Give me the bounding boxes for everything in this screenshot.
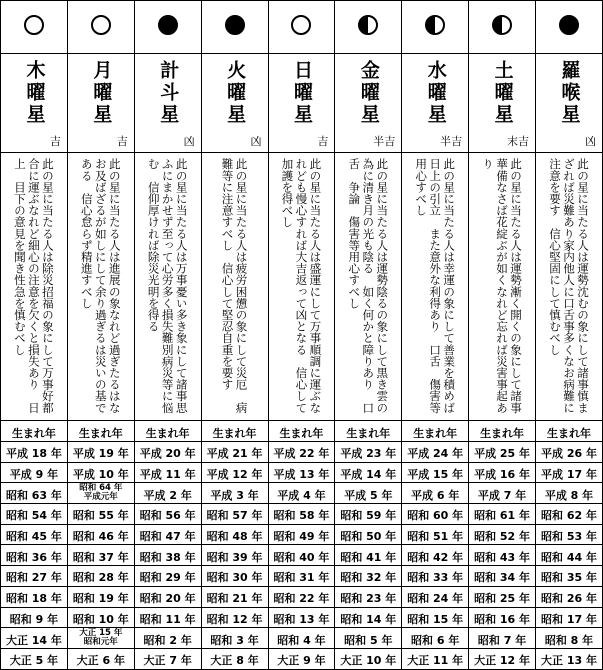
year-value: 平成 4 年 bbox=[277, 488, 326, 502]
year-value: 昭和 54 年 bbox=[5, 509, 62, 523]
year-value: 昭和 35 年 bbox=[541, 571, 597, 585]
description-cell bbox=[335, 153, 402, 421]
fortune-description: 此の星に当たる人は除災招福の象にして万事好都合に運ぶなれど細心の注意を欠くと損失あり 日上 目下の意見を聞き性急を慎むべし bbox=[12, 158, 55, 414]
birth-year-label: 生まれ年 bbox=[547, 426, 591, 440]
year-cell bbox=[402, 545, 469, 566]
year-value: 平成 14 年 bbox=[340, 468, 397, 482]
year-cell bbox=[402, 462, 469, 483]
birth-year-header bbox=[469, 421, 536, 442]
year-cell bbox=[536, 648, 603, 669]
star-name-cell bbox=[536, 54, 603, 153]
year-value: 平成 17 年 bbox=[541, 468, 597, 482]
year-value: 昭和 21 年 bbox=[206, 592, 263, 606]
half-circle-icon bbox=[358, 15, 378, 35]
year-cell bbox=[134, 648, 201, 669]
symbol-cell bbox=[67, 1, 134, 54]
year-value: 平成 8 年 bbox=[544, 488, 594, 502]
year-cell bbox=[201, 628, 268, 649]
full-circle-icon bbox=[158, 15, 178, 35]
year-value: 昭和 16 年 bbox=[474, 612, 531, 626]
year-cell bbox=[201, 545, 268, 566]
year-value: 昭和 61 年 bbox=[474, 509, 531, 523]
year-cell bbox=[335, 607, 402, 628]
year-cell bbox=[469, 566, 536, 587]
year-cell bbox=[536, 504, 603, 525]
year-cell bbox=[536, 442, 603, 463]
year-value: 昭和 13 年 bbox=[273, 612, 330, 626]
year-value: 昭和 56 年 bbox=[139, 509, 196, 523]
year-value: 昭和 2 年 bbox=[143, 633, 192, 647]
star-name-cell bbox=[469, 54, 536, 153]
description-cell bbox=[201, 153, 268, 421]
fortune-label: 凶 bbox=[585, 135, 596, 148]
star-name: 火曜星 bbox=[224, 60, 247, 126]
year-value: 平成 6 年 bbox=[411, 488, 460, 502]
year-value: 昭和 20 年 bbox=[139, 592, 196, 606]
year-value: 昭和 18 年 bbox=[5, 592, 62, 606]
year-value: 昭和 41 年 bbox=[340, 550, 397, 564]
year-value: 昭和 34 年 bbox=[474, 571, 531, 585]
fortune-label: 吉 bbox=[49, 135, 61, 148]
year-value: 平成 12 年 bbox=[206, 468, 263, 482]
year-cell bbox=[268, 628, 335, 649]
year-value: 昭和 22 年 bbox=[273, 592, 330, 606]
year-cell bbox=[67, 628, 134, 649]
year-cell bbox=[268, 607, 335, 628]
fortune-description: 此の星に当たる人は疲労困憊の象にして災厄 病難等に注意すべし 信心して堅忍自重を要す bbox=[220, 158, 249, 414]
year-row bbox=[1, 648, 603, 669]
year-value: 昭和 9 年 bbox=[9, 612, 59, 626]
year-cell bbox=[201, 524, 268, 545]
star-name: 月曜星 bbox=[90, 60, 113, 126]
year-value: 昭和 45 年 bbox=[5, 530, 62, 544]
year-value: 平成 19 年 bbox=[72, 447, 129, 461]
year-cell bbox=[268, 442, 335, 463]
year-cell bbox=[469, 607, 536, 628]
year-cell bbox=[134, 607, 201, 628]
year-cell bbox=[536, 545, 603, 566]
year-value: 平成 5 年 bbox=[344, 488, 393, 502]
fortune-description: 此の星に当たる人は万事憂い多き象にして諸事思ふにまかせず至って心労多く損失難別病災等に悩む 信仰厚ければ除災光明を得る bbox=[146, 158, 189, 414]
birth-year-header bbox=[536, 421, 603, 442]
year-cell bbox=[67, 545, 134, 566]
year-cell bbox=[536, 586, 603, 607]
year-cell bbox=[335, 462, 402, 483]
year-value: 昭和 64 年 bbox=[79, 483, 123, 494]
year-value: 平成 21 年 bbox=[206, 447, 263, 461]
description-cell bbox=[536, 153, 603, 421]
star-name: 日曜星 bbox=[290, 60, 313, 126]
birth-year-label: 生まれ年 bbox=[346, 426, 391, 440]
year-cell bbox=[268, 524, 335, 545]
year-row bbox=[1, 545, 603, 566]
year-value: 平成 18 年 bbox=[5, 447, 62, 461]
year-cell bbox=[536, 628, 603, 649]
year-cell bbox=[469, 648, 536, 669]
year-value: 大正 8 年 bbox=[210, 654, 259, 668]
year-cell bbox=[67, 524, 134, 545]
birth-year-label: 生まれ年 bbox=[413, 426, 458, 440]
year-value: 昭和 15 年 bbox=[407, 612, 464, 626]
year-cell bbox=[1, 648, 68, 669]
birth-year-header bbox=[134, 421, 201, 442]
year-cell bbox=[402, 524, 469, 545]
empty-circle-icon bbox=[291, 15, 311, 35]
year-cell bbox=[201, 586, 268, 607]
year-cell bbox=[536, 566, 603, 587]
year-value: 昭和 55 年 bbox=[72, 509, 129, 523]
year-cell bbox=[134, 524, 201, 545]
year-value: 昭和 51 年 bbox=[407, 530, 464, 544]
year-value: 昭和 49 年 bbox=[273, 530, 330, 544]
year-cell bbox=[335, 483, 402, 504]
fortune-label: 吉 bbox=[116, 135, 128, 148]
year-value: 大正 15 年 bbox=[79, 628, 123, 639]
star-name-cell bbox=[67, 54, 134, 153]
year-row bbox=[1, 607, 603, 628]
year-cell bbox=[268, 586, 335, 607]
year-value: 昭和 25 年 bbox=[474, 592, 531, 606]
birth-year-header bbox=[402, 421, 469, 442]
year-cell bbox=[335, 524, 402, 545]
year-value: 平成 2 年 bbox=[143, 488, 192, 502]
year-cell bbox=[1, 628, 68, 649]
birth-year-label: 生まれ年 bbox=[480, 426, 525, 440]
year-row bbox=[1, 504, 603, 525]
star-name: 羅喉星 bbox=[558, 60, 581, 126]
star-name: 金曜星 bbox=[357, 60, 380, 126]
year-cell bbox=[536, 524, 603, 545]
description-cell bbox=[1, 153, 68, 421]
year-cell bbox=[469, 462, 536, 483]
fortune-label: 末吉 bbox=[507, 135, 529, 148]
year-cell bbox=[402, 483, 469, 504]
year-cell bbox=[1, 545, 68, 566]
year-value: 昭和 36 年 bbox=[5, 550, 62, 564]
year-row bbox=[1, 442, 603, 463]
year-value: 昭和 11 年 bbox=[139, 612, 196, 626]
year-row bbox=[1, 586, 603, 607]
year-value: 昭和 40 年 bbox=[273, 550, 330, 564]
year-cell bbox=[469, 524, 536, 545]
year-cell bbox=[67, 586, 134, 607]
year-value: 平成 13 年 bbox=[273, 468, 330, 482]
empty-circle-icon bbox=[91, 15, 111, 35]
description-cell bbox=[402, 153, 469, 421]
year-cell bbox=[1, 607, 68, 628]
full-circle-icon bbox=[225, 15, 245, 35]
year-value: 昭和 30 年 bbox=[206, 571, 263, 585]
year-cell bbox=[469, 483, 536, 504]
year-value: 昭和 6 年 bbox=[411, 633, 460, 647]
fortune-label: 凶 bbox=[250, 135, 262, 148]
year-cell bbox=[201, 442, 268, 463]
year-cell bbox=[134, 483, 201, 504]
year-cell bbox=[268, 483, 335, 504]
year-cell bbox=[201, 462, 268, 483]
description-cell bbox=[67, 153, 134, 421]
year-cell bbox=[469, 504, 536, 525]
year-value: 平成 26 年 bbox=[541, 447, 597, 461]
year-value: 平成 9 年 bbox=[9, 468, 59, 482]
year-cell bbox=[402, 442, 469, 463]
year-cell bbox=[67, 566, 134, 587]
year-value: 昭和 4 年 bbox=[277, 633, 326, 647]
birth-year-header bbox=[1, 421, 68, 442]
year-cell bbox=[335, 566, 402, 587]
year-cell bbox=[134, 442, 201, 463]
year-value: 昭和 52 年 bbox=[474, 530, 531, 544]
year-cell bbox=[134, 545, 201, 566]
symbol-cell bbox=[134, 1, 201, 54]
year-value: 平成 20 年 bbox=[139, 447, 196, 461]
year-cell bbox=[1, 524, 68, 545]
year-cell bbox=[134, 462, 201, 483]
year-value: 昭和 27 年 bbox=[5, 571, 62, 585]
year-cell bbox=[536, 483, 603, 504]
year-cell bbox=[335, 628, 402, 649]
symbol-cell bbox=[268, 1, 335, 54]
year-value: 昭和 50 年 bbox=[340, 530, 397, 544]
year-value: 大正 7 年 bbox=[143, 654, 192, 668]
star-name: 水曜星 bbox=[424, 60, 447, 126]
year-cell bbox=[134, 586, 201, 607]
year-cell bbox=[1, 462, 68, 483]
year-value: 平成 24 年 bbox=[407, 447, 464, 461]
year-cell bbox=[402, 648, 469, 669]
year-value: 昭和 28 年 bbox=[72, 571, 129, 585]
year-cell bbox=[268, 462, 335, 483]
year-value: 大正 14 年 bbox=[5, 633, 62, 647]
symbol-cell bbox=[469, 1, 536, 54]
year-value: 大正 5 年 bbox=[9, 654, 59, 668]
year-value: 昭和 59 年 bbox=[340, 509, 397, 523]
star-name-cell bbox=[1, 54, 68, 153]
fortune-label: 半吉 bbox=[373, 135, 396, 148]
fortune-label: 凶 bbox=[183, 135, 195, 148]
year-value: 昭和 48 年 bbox=[206, 530, 263, 544]
year-cell bbox=[67, 648, 134, 669]
description-cell bbox=[134, 153, 201, 421]
symbol-cell bbox=[201, 1, 268, 54]
year-value: 昭和 7 年 bbox=[477, 633, 527, 647]
fortune-description: 此の星に当たる人は運勢漸く開くの象にして諸事華備なさば花綻ぶが如くなれど忘れば災害事起あり bbox=[481, 158, 524, 414]
year-cell bbox=[402, 566, 469, 587]
year-value: 昭和 24 年 bbox=[407, 592, 464, 606]
year-value: 平成 25 年 bbox=[474, 447, 531, 461]
year-value: 昭和元年 bbox=[83, 637, 118, 648]
year-cell bbox=[335, 586, 402, 607]
year-value: 昭和 57 年 bbox=[206, 509, 263, 523]
year-value: 平成 15 年 bbox=[407, 468, 464, 482]
year-value: 平成 11 年 bbox=[139, 468, 196, 482]
year-cell bbox=[201, 607, 268, 628]
year-value: 平成 16 年 bbox=[474, 468, 531, 482]
year-value: 昭和 44 年 bbox=[541, 550, 597, 564]
symbol-row bbox=[1, 1, 603, 54]
symbol-cell bbox=[335, 1, 402, 54]
birth-year-label: 生まれ年 bbox=[11, 426, 56, 440]
year-value: 平成 7 年 bbox=[477, 488, 527, 502]
fortune-label: 半吉 bbox=[440, 135, 463, 148]
star-name: 土曜星 bbox=[491, 60, 514, 126]
year-value: 昭和 29 年 bbox=[139, 571, 196, 585]
star-name-cell bbox=[268, 54, 335, 153]
fortune-label: 吉 bbox=[317, 135, 329, 148]
year-cell bbox=[268, 648, 335, 669]
year-value: 大正 9 年 bbox=[277, 654, 326, 668]
year-value: 昭和 46 年 bbox=[72, 530, 129, 544]
year-cell bbox=[67, 607, 134, 628]
year-value: 昭和 58 年 bbox=[273, 509, 330, 523]
year-row bbox=[1, 566, 603, 587]
year-value: 昭和 63 年 bbox=[5, 488, 62, 502]
year-cell bbox=[536, 607, 603, 628]
birth-year-label: 生まれ年 bbox=[78, 426, 123, 440]
fortune-description: 此の星に当たる人は運勢陰るの象にして黒き雲の為に清き月の光も陰る 如く何かと障りあり 口舌 争論 傷害等用心すべし bbox=[347, 158, 390, 414]
half-circle-icon bbox=[492, 15, 512, 35]
year-cell bbox=[268, 504, 335, 525]
half-circle-icon bbox=[425, 15, 445, 35]
year-value: 昭和 37 年 bbox=[72, 550, 129, 564]
year-value: 昭和 47 年 bbox=[139, 530, 196, 544]
year-value: 昭和 31 年 bbox=[273, 571, 330, 585]
birth-year-label: 生まれ年 bbox=[212, 426, 257, 440]
year-cell bbox=[335, 504, 402, 525]
year-cell bbox=[1, 586, 68, 607]
year-value: 昭和 26 年 bbox=[541, 592, 597, 606]
year-cell bbox=[402, 586, 469, 607]
year-value: 平成 23 年 bbox=[340, 447, 397, 461]
year-value: 昭和 23 年 bbox=[340, 592, 397, 606]
year-cell bbox=[1, 504, 68, 525]
year-value: 平成 10 年 bbox=[72, 468, 129, 482]
year-row bbox=[1, 524, 603, 545]
symbol-cell bbox=[1, 1, 68, 54]
year-cell bbox=[134, 504, 201, 525]
year-value: 昭和 60 年 bbox=[407, 509, 464, 523]
star-name-cell bbox=[335, 54, 402, 153]
birth-year-header bbox=[201, 421, 268, 442]
year-cell bbox=[536, 462, 603, 483]
year-value: 昭和 10 年 bbox=[72, 612, 129, 626]
year-value: 昭和 5 年 bbox=[344, 633, 393, 647]
year-row bbox=[1, 483, 603, 504]
year-value: 大正 13 年 bbox=[541, 654, 597, 668]
description-cell bbox=[268, 153, 335, 421]
year-value: 昭和 17 年 bbox=[541, 612, 597, 626]
year-cell bbox=[469, 628, 536, 649]
year-value: 大正 10 年 bbox=[340, 654, 397, 668]
year-cell bbox=[1, 566, 68, 587]
year-value: 昭和 43 年 bbox=[474, 550, 531, 564]
year-value: 昭和 32 年 bbox=[340, 571, 397, 585]
year-value: 平成 22 年 bbox=[273, 447, 330, 461]
year-cell bbox=[201, 648, 268, 669]
year-value: 昭和 19 年 bbox=[72, 592, 129, 606]
year-cell bbox=[335, 442, 402, 463]
symbol-cell bbox=[536, 1, 603, 54]
description-row bbox=[1, 153, 603, 421]
fortune-description: 此の星に当たる人は運勢沈むの象にして諸事慎まざれば災難あり家内他人に口舌事多くなお病難に注意を要す 信心堅固にして慎むべし bbox=[548, 158, 590, 414]
fortune-description: 此の星に当たる人は盛運にして万事順調に運ぶなれども慢心すれば大吉返って凶となる 信心して加護を得べし bbox=[280, 158, 323, 414]
year-value: 昭和 39 年 bbox=[206, 550, 263, 564]
year-cell bbox=[402, 504, 469, 525]
year-cell bbox=[67, 483, 134, 504]
year-value: 大正 11 年 bbox=[407, 654, 464, 668]
year-cell bbox=[67, 462, 134, 483]
fortune-description: 此の星に当たる人は進展の象なれど過ぎたるはなお及ばざるが如しにして余り過ぎるは災いの基である 信心怠らず精進すべし bbox=[79, 158, 122, 414]
birth-year-label: 生まれ年 bbox=[279, 426, 324, 440]
year-value: 昭和 42 年 bbox=[407, 550, 464, 564]
year-value: 昭和 38 年 bbox=[139, 550, 196, 564]
birth-year-header bbox=[67, 421, 134, 442]
year-cell bbox=[67, 504, 134, 525]
year-cell bbox=[201, 566, 268, 587]
year-value: 昭和 8 年 bbox=[544, 633, 594, 647]
year-value: 大正 12 年 bbox=[474, 654, 531, 668]
year-row bbox=[1, 628, 603, 649]
year-cell bbox=[469, 545, 536, 566]
year-cell bbox=[268, 566, 335, 587]
birth-year-header bbox=[268, 421, 335, 442]
year-value: 平成元年 bbox=[83, 492, 118, 503]
year-value: 昭和 12 年 bbox=[206, 612, 263, 626]
year-cell bbox=[1, 442, 68, 463]
full-circle-icon bbox=[559, 15, 579, 35]
year-value: 昭和 62 年 bbox=[541, 509, 597, 523]
year-cell bbox=[335, 545, 402, 566]
year-cell bbox=[1, 483, 68, 504]
year-cell bbox=[402, 607, 469, 628]
year-cell bbox=[67, 442, 134, 463]
year-cell bbox=[469, 442, 536, 463]
star-name-cell bbox=[402, 54, 469, 153]
year-cell bbox=[268, 545, 335, 566]
star-name: 計斗星 bbox=[157, 60, 180, 126]
description-cell bbox=[469, 153, 536, 421]
year-value: 昭和 3 年 bbox=[210, 633, 259, 647]
birth-year-header-row bbox=[1, 421, 603, 442]
year-cell bbox=[335, 648, 402, 669]
year-cell bbox=[134, 628, 201, 649]
year-cell bbox=[201, 504, 268, 525]
year-cell bbox=[469, 586, 536, 607]
star-name-row bbox=[1, 54, 603, 153]
birth-year-label: 生まれ年 bbox=[145, 426, 190, 440]
year-value: 大正 6 年 bbox=[76, 654, 125, 668]
year-value: 昭和 53 年 bbox=[541, 530, 597, 544]
symbol-cell bbox=[402, 1, 469, 54]
empty-circle-icon bbox=[24, 15, 44, 35]
year-cell bbox=[134, 566, 201, 587]
birth-year-header bbox=[335, 421, 402, 442]
year-cell bbox=[402, 628, 469, 649]
star-name: 木曜星 bbox=[23, 60, 46, 126]
year-value: 昭和 14 年 bbox=[340, 612, 397, 626]
star-name-cell bbox=[201, 54, 268, 153]
fortune-description: 此の星に当たる人は幸運の象にして善業を積めば日上の引立 また意外な利得あり 口舌 傷害等用心すべし bbox=[414, 158, 457, 414]
year-value: 平成 3 年 bbox=[210, 488, 259, 502]
year-cell bbox=[201, 483, 268, 504]
year-row bbox=[1, 462, 603, 483]
year-value: 昭和 33 年 bbox=[407, 571, 464, 585]
star-name-cell bbox=[134, 54, 201, 153]
